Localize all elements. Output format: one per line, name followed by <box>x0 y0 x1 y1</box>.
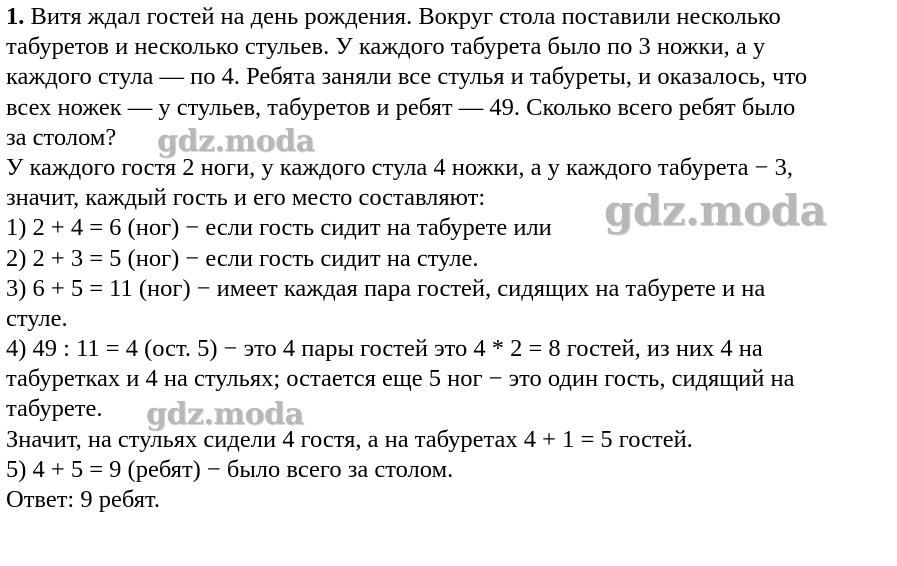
solution-conclusion: Значит, на стульях сидели 4 гостя, а на табуретах 4 + 1 = 5 гостей. <box>6 425 693 453</box>
problem-line-4: всех ножек — у стульев, табуретов и ребят — 49. Сколько всего ребят было <box>6 93 796 121</box>
solution-step-4-cont: табуретках и 4 на стульях; остается еще 5 ног − это один гость, сидящий на <box>6 365 795 393</box>
watermark-2: gdz.moda <box>604 186 827 235</box>
solution-step-3-cont: стуле. <box>6 304 68 332</box>
watermark-3: gdz.moda <box>146 397 304 432</box>
solution-step-2: 2) 2 + 3 = 5 (ног) − если гость сидит на стуле. <box>6 244 479 272</box>
document-text <box>6 2 891 515</box>
watermark-1: gdz.moda <box>157 124 315 159</box>
answer-line: Ответ: 9 ребят. <box>6 486 160 513</box>
problem-line-5: за столом? <box>6 123 117 151</box>
solution-step-4: 4) 49 : 11 = 4 (ост. 5) − это 4 пары гостей это 4 * 2 = 8 гостей, из них 4 на <box>6 335 763 363</box>
problem-line-3: каждого стула — по 4. Ребята заняли все стулья и табуреты, и оказалось, что <box>6 63 808 91</box>
problem-number: 1. <box>6 3 25 30</box>
problem-line-2: табуретов и несколько стульев. У каждого табурета было по 3 ножки, а у <box>6 33 766 61</box>
solution-step-4-end: табурете. <box>6 395 103 423</box>
solution-line-2: значит, каждый гость и его место составляют: <box>6 184 486 212</box>
problem-line-1 <box>6 2 891 32</box>
solution-line-1: У каждого гостя 2 ноги, у каждого стула 4 ножки, а у каждого табурета − 3, <box>6 153 793 181</box>
problem-text: Витя ждал гостей на день рождения. Вокруг стола поставили несколько <box>24 3 781 30</box>
solution-step-3: 3) 6 + 5 = 11 (ног) − имеет каждая пара гостей, сидящих на табурете и на <box>6 274 766 302</box>
solution-step-5: 5) 4 + 5 = 9 (ребят) − было всего за столом. <box>6 455 454 483</box>
solution-step-1: 1) 2 + 4 = 6 (ног) − если гость сидит на табурете или <box>6 214 552 242</box>
